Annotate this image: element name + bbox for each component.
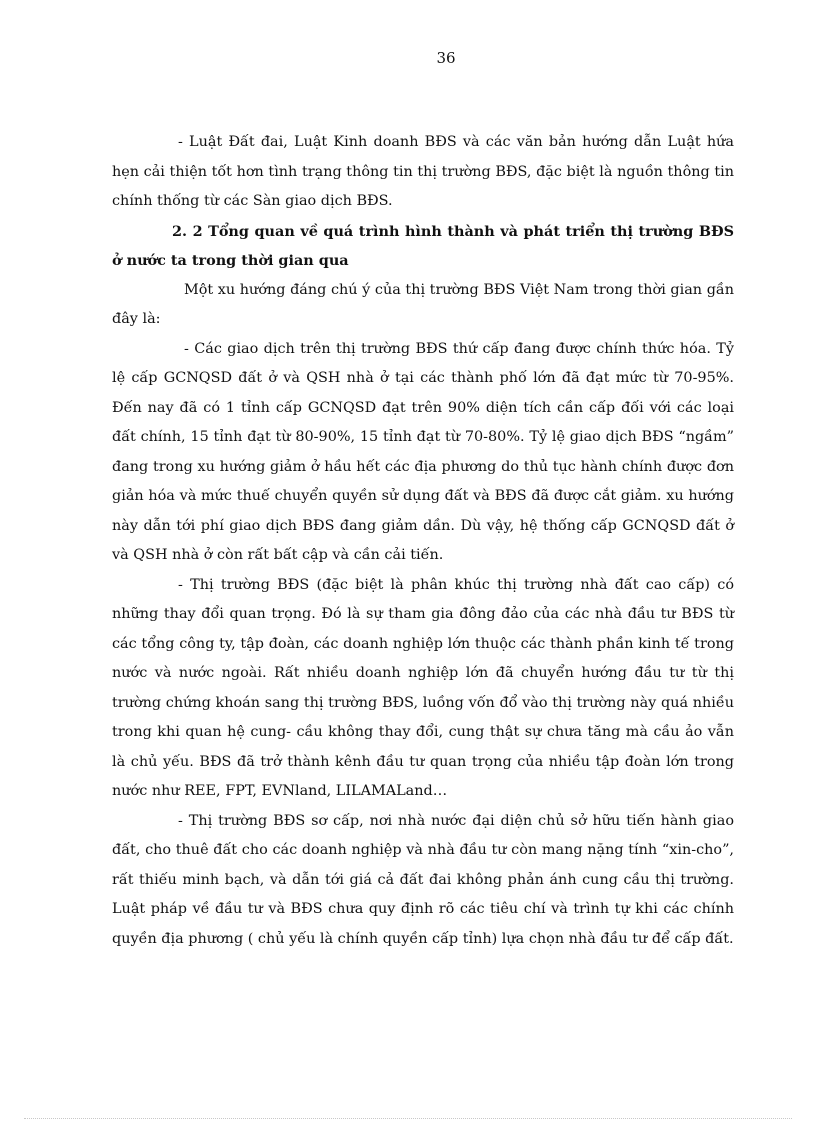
page-number: 36 <box>436 49 456 67</box>
paragraph-law-info: - Luật Đất đai, Luật Kinh doanh BĐS và các văn bản hướng dẫn Luật hứa hẹn cải thiện tốt hơn tình trạng thông tin thị trường BĐS, đặc biệt là nguồn thông tin chính thống từ các Sàn giao dịch BĐS. <box>112 134 734 209</box>
paragraph-primary-market: - Thị trường BĐS sơ cấp, nơi nhà nước đại diện chủ sở hữu tiến hành giao đất, cho thuê đất cho các doanh nghiệp và nhà đầu tư còn mang nặng tính “xin-cho”, rất thiếu minh bạch, và dẫn tới giá cả đất đai không phản ánh cung cầu thị trường. Luật pháp về đầu tư và BĐS chưa quy định rõ các tiêu chí và trình tự khi các chính quyền địa phương ( chủ yếu là chính quyền cấp tỉnh) lựa chọn nhà đầu tư để cấp đất. <box>112 812 734 947</box>
page-bottom-divider <box>24 1118 792 1119</box>
paragraph-trend-intro: Một xu hướng đáng chú ý của thị trường BĐS Việt Nam trong thời gian gần đây là: <box>112 281 734 327</box>
document-body <box>112 128 734 954</box>
paragraph-market-changes: - Thị trường BĐS (đặc biệt là phân khúc thị trường nhà đất cao cấp) có những thay đổi quan trọng. Đó là sự tham gia đông đảo của các nhà đầu tư BĐS từ các tổng công ty, tập đoàn, các doanh nghiệp lớn thuộc các thành phần kinh tế trong nước và nước ngoài. Rất nhiều doanh nghiệp lớn đã chuyển hướng đầu tư từ thị trường chứng khoán sang thị trường BĐS, luồng vốn đổ vào thị trường này quá nhiều trong khi quan hệ cung- cầu không thay đổi, cung thật sự chưa tăng mà cầu ảo vẫn là chủ yếu. BĐS đã trở thành kênh đầu tư quan trọng của nhiều tập đoàn lớn trong nước như REE, FPT, EVNland, LILAMALand… <box>112 576 734 799</box>
section-heading: 2. 2 Tổng quan về quá trình hình thành và phát triển thị trường BĐS ở nước ta trong thời gian qua <box>112 222 734 269</box>
paragraph-secondary-market: - Các giao dịch trên thị trường BĐS thứ cấp đang được chính thức hóa. Tỷ lệ cấp GCNQSD đất ở và QSH nhà ở tại các thành phố lớn đã đạt mức từ 70-95%. Đến nay đã có 1 tỉnh cấp GCNQSD đạt trên 90% diện tích cần cấp đối với các loại đất chính, 15 tỉnh đạt từ 80-90%, 15 tỉnh đạt từ 70-80%. Tỷ lệ giao dịch BĐS “ngầm” đang trong xu hướng giảm ở hầu hết các địa phương do thủ tục hành chính được đơn giản hóa và mức thuế chuyển quyền sử dụng đất và BĐS đã được cắt giảm. xu hướng này dẫn tới phí giao dịch BĐS đang giảm dần. Dù vậy, hệ thống cấp GCNQSD đất ở và QSH nhà ở còn rất bất cập và cần cải tiến. <box>112 340 734 563</box>
